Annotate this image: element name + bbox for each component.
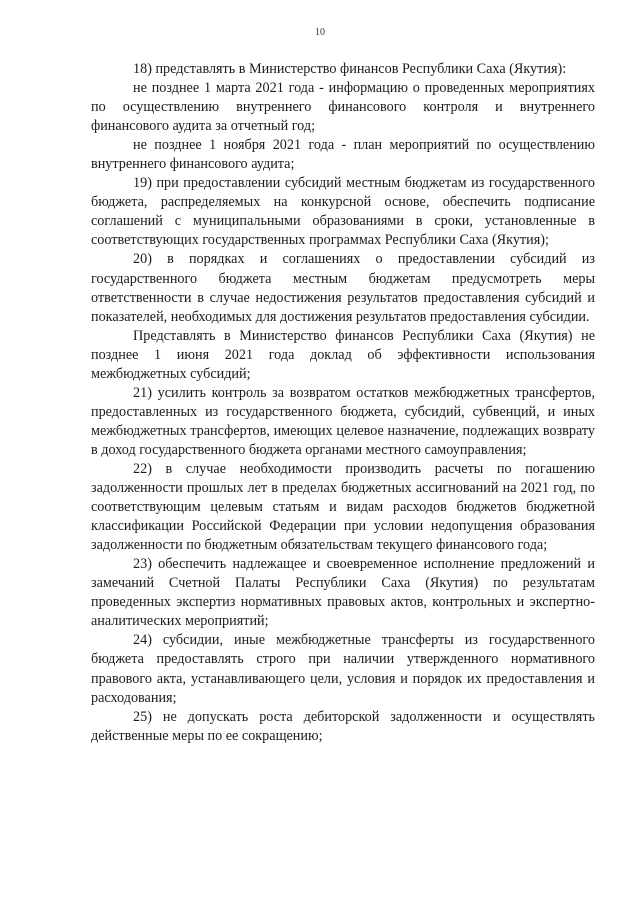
paragraph-18-march: не позднее 1 марта 2021 года - информацию о проведенных мероприятиях по осуществлению внутреннего финансового контроля и внутреннего финансового аудита за отчетный год; (91, 80, 595, 135)
paragraph-18-header: 18) представлять в Министерство финансов Республики Саха (Якутия): (133, 61, 567, 77)
paragraph-22: 22) в случае необходимости производить расчеты по погашению задолженности прошлых лет в пределах бюджетных ассигнований на 2021 год, по соответствующим целевым статьям и видам расходов бюджетов бюджетной классификации Российской Федерации при условии недопущения образования задолженности по бюджетным обязательствам текущего финансового года; (91, 460, 595, 554)
paragraph-24: 24) субсидии, иные межбюджетные трансферты из государственного бюджета предоставлять строго при наличии утвержденного нормативного правового акта, устанавливающего цели, условия и порядок их предоставления и расходования; (91, 632, 595, 706)
paragraph-20: 20) в порядках и соглашениях о предоставлении субсидий из государственного бюджета местным бюджетам предусмотреть меры ответственности в случае недостижения результатов предоставления субсидий и показателей, необходимых для достижения результатов предоставления субсидии. (91, 251, 595, 325)
paragraph-19: 19) при предоставлении субсидий местным бюджетам из государственного бюджета, распределяемых на конкурсной основе, обеспечить подписание соглашений с муниципальными образованиями в сроки, установленные в соответствующих государственных программах Республики Саха (Якутия); (91, 175, 595, 249)
paragraph-18-november: не позднее 1 ноября 2021 года - план мероприятий по осуществлению внутреннего финансового аудита; (91, 137, 595, 173)
paragraph-21: 21) усилить контроль за возвратом остатков межбюджетных трансфертов, предоставленных из государственного бюджета, субсидий, субвенций, и иных межбюджетных трансфертов, имеющих целевое назначение, подлежащих возврату в доход государственного бюджета органами местного самоуправления; (91, 384, 595, 458)
paragraph-25: 25) не допускать роста дебиторской задолженности и осуществлять действенные меры по ее сокращению; (91, 708, 595, 744)
paragraph-23: 23) обеспечить надлежащее и своевременное исполнение предложений и замечаний Счетной Палаты Республики Саха (Якутия) по результатам проведенных экспертиз нормативных правовых актов, контрольных и экспертно-аналитических мероприятий; (91, 556, 595, 630)
paragraph-20-report: Представлять в Министерство финансов Республики Саха (Якутия) не позднее 1 июня 2021 года доклад об эффективности использования межбюджетных субсидий; (91, 327, 595, 382)
page-number: 10 (315, 27, 325, 38)
document-body (91, 60, 595, 746)
